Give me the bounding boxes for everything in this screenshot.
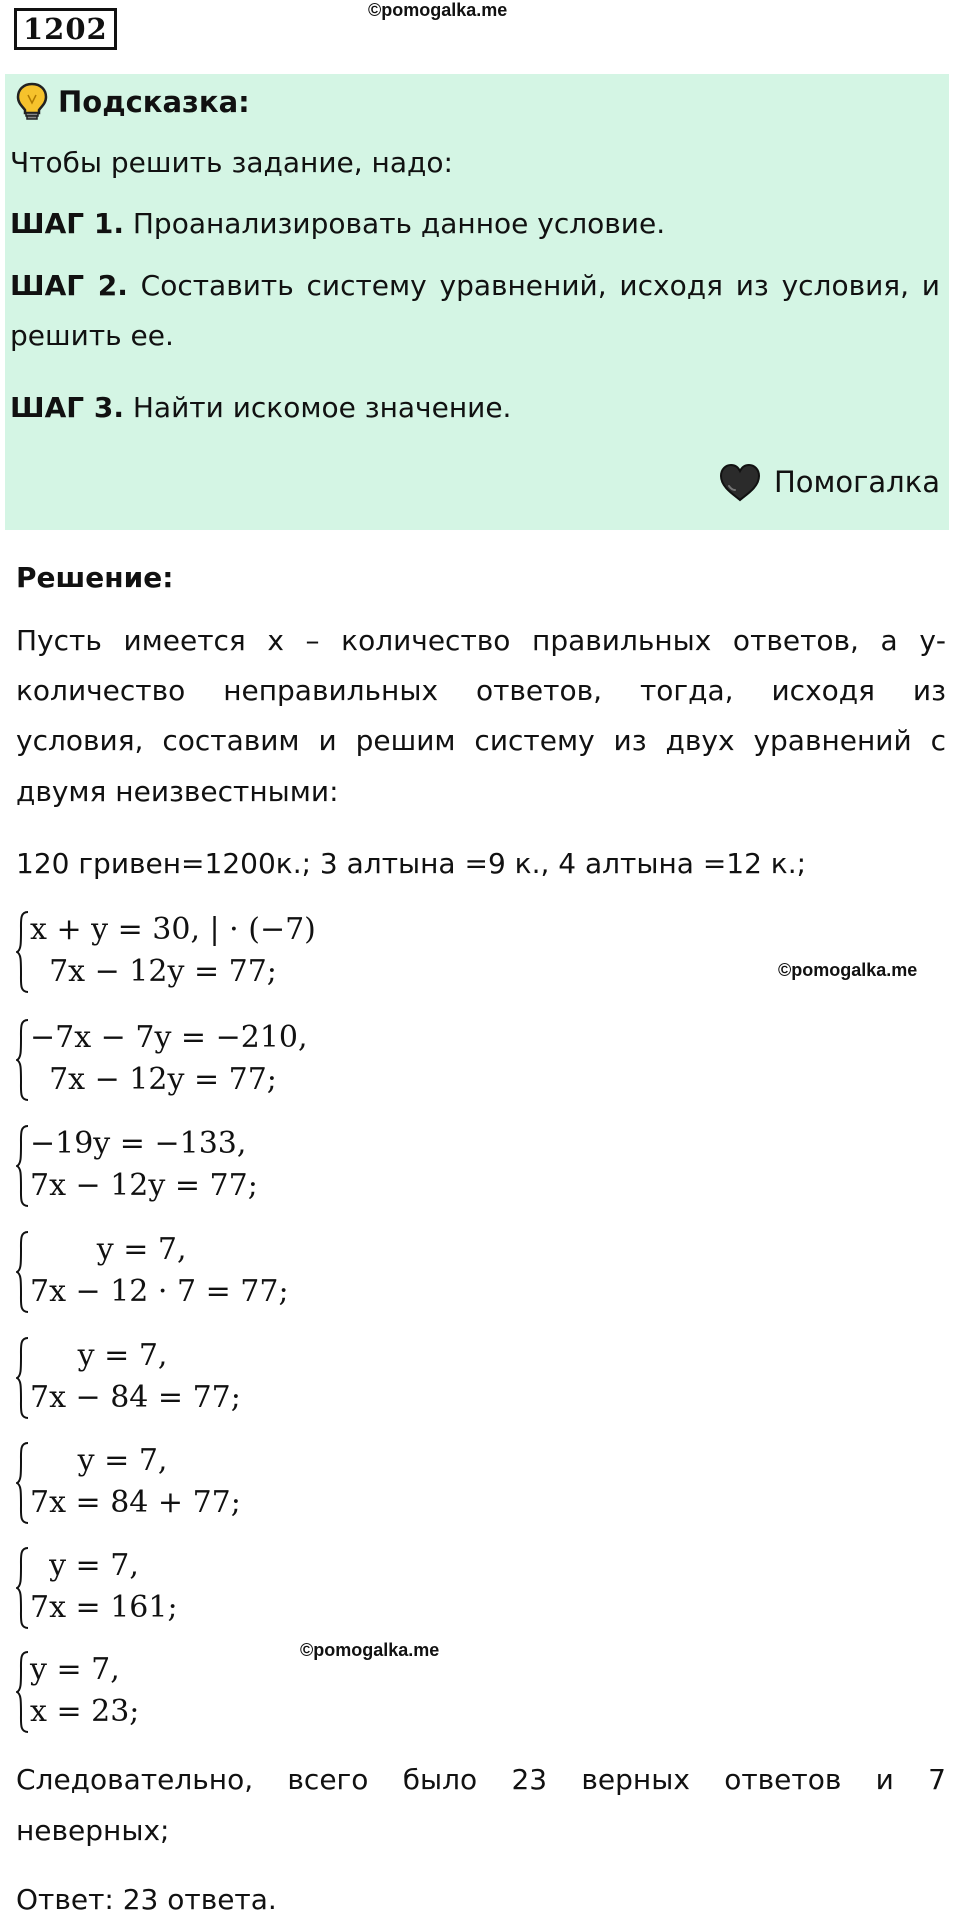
hint-intro: Чтобы решить задание, надо: [10,146,453,179]
hint-step-2-cont: решить ее. [10,319,174,352]
equation: 7x − 84 = 77; [30,1380,241,1415]
equation: y = 7, [30,1232,187,1267]
paragraph-line: Пусть имеется х – количество правильных ответов, а у- [16,624,946,657]
step-label: ШАГ 1. [10,207,124,240]
hint-title: Подсказка: [58,85,250,119]
step-text: Проанализировать данное условие. [123,207,666,240]
brand [718,462,940,502]
equation: −19y = −133, [30,1126,247,1161]
watermark: ©pomogalka.me [300,1640,440,1660]
equation: 7x = 161; [30,1590,178,1625]
lightbulb-icon [16,82,48,126]
equation: x = 23; [30,1694,140,1729]
paragraph-line: условия, составим и решим систему из двух уравнений с [16,724,946,757]
hint-step-1 [10,206,665,242]
equation: 7x = 84 + 77; [30,1485,241,1520]
step-text: Составить систему уравнений, исходя из условия, и [127,269,940,302]
brand-name: Помогалка [774,465,940,499]
equation: y = 7, [30,1548,139,1583]
equation: 7x − 12y = 77; [30,954,277,989]
conclusion-line: Следовательно, всего было 23 верных ответов и 7 [16,1763,946,1796]
equation: 7x − 12y = 77; [30,1062,277,1097]
step-label: ШАГ 2. [10,269,128,302]
paragraph-line: двумя неизвестными: [16,775,339,808]
equation: y = 7, [30,1338,168,1373]
equation: y = 7, [30,1443,168,1478]
equation: x + y = 30, | · (−7) [30,912,316,947]
watermark: ©pomogalka.me [778,960,918,980]
equation: 7x − 12 · 7 = 77; [30,1274,289,1309]
equation: 7x − 12y = 77; [30,1168,258,1203]
step-label: ШАГ 3. [10,391,124,424]
heart-icon [718,462,762,502]
equation: −7x − 7y = −210, [30,1020,308,1055]
conclusion-line: неверных; [16,1814,170,1847]
answer: Ответ: 23 ответа. [16,1883,277,1916]
hint-step-2 [10,268,940,304]
task-number: 1202 [14,8,117,50]
equation: y = 7, [30,1652,120,1687]
solution-heading: Решение: [16,561,174,594]
paragraph-line: количество неправильных ответов, тогда, исходя из [16,674,946,707]
step-text: Найти искомое значение. [123,391,512,424]
watermark: ©pomogalka.me [368,0,508,20]
hint-step-3 [10,390,511,426]
conversion-line: 120 гривен=1200к.; 3 алтына =9 к., 4 алтына =12 к.; [16,847,807,880]
